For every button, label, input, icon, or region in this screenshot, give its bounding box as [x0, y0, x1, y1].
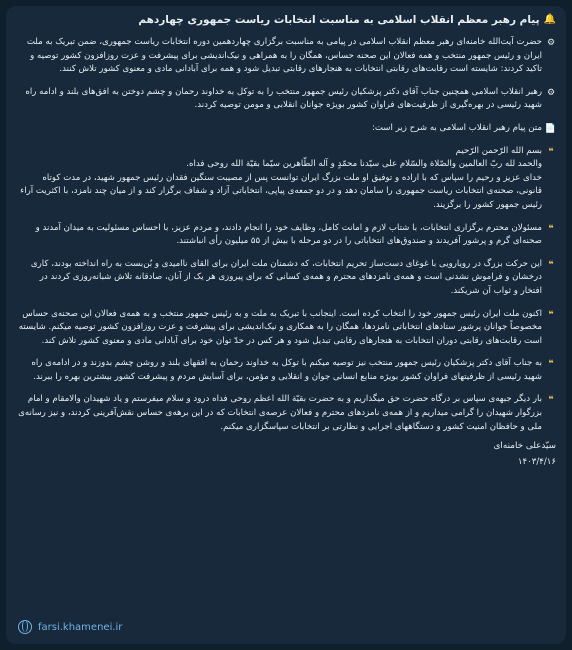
- settings-icon: ⚙: [546, 87, 556, 98]
- quote-paragraph: ❝ بسم الله الرّحمن الرّحیم والحمد لله ربّ العالمین والصّلاة والسّلام علی سیّدنا محمّدٍ و آله الطّاهرین سیّما بقیّة الله روحی فداه. خدای عزیز و رحیم را سپاس که با اراده و توفیق او ملت بزرگ ایران توانست پس از مصیبت سنگین فقدان رئیس جمهور شهید، در مدت کوتاه قانونی، صحنه‌ی انتخابات ریاست جمهوری را سامان دهد و در دو جمعه‌ی پیاپی، انتخاباتی آزاد و شفاف برگزار کند و از میان چند نامزد، با اکثریت آراء رئیس جمهور کشور را برگزیند.: [16, 145, 556, 213]
- date: ۱۴۰۳/۴/۱۶: [517, 457, 556, 468]
- settings-icon: ⚙: [546, 38, 556, 48]
- quote-icon: ❝: [548, 259, 554, 270]
- quote-icon: ❝: [548, 223, 554, 234]
- paragraph: ⚙ حضرت آیت‌الله خامنه‌ای رهبر معظم انقلاب اسلامی در پیامی به مناسبت برگزاری چهاردهمین دوره انتخابات ریاست جمهوری، ضمن تبریک به ملت ایران و رئیس جمهور منتخب و همه فعالان این صحنه حساس، همگان را به همراهی و نیک‌اندیشی برای پیشرفت و عزت روزافزون کشور توصیه و تاکید کردند: شایسته است رقابت‌های رقابتی انتخابات به هنجارهای رقابتی تبدیل شود و همه برای آبادانی مادی و معنوی کشور تلاش کنند.: [26, 37, 556, 75]
- quote-paragraph: ❝ بار دیگر جبهه‌ی سپاس بر درگاه حضرت حق میگذاریم و به حضرت بقیّة الله اعظم روحی فداه درود و سلام میفرستم و یاد شهیدان والامقام و امام بزرگوار شهیدان را گرامی میداریم و از همه‌ی نامزدهای محترم و فعالان عرصه‌ی انتخابات که در این برهه‌ی حساس نقش‌آفرینی کردند، و نیز رسانه‌ی ملی و حافظان امنیت کشور و دستگاههای اجرایی و نظارتی بر انتخابات سپاسگزاری میکنم.: [16, 393, 556, 434]
- footer-link-text[interactable]: farsi.khamenei.ir: [38, 621, 123, 633]
- quote-paragraph: ❝ مسئولان محترم برگزاری انتخابات، با شتاب لازم و امانت کامل، وظایف خود را انجام دادند، و مردم عزیز، با احساس مسئولیت به میدان آمدند و صحنه‌ای گرم و پرشور آفریدند و صندوق‌های انتخاباتی را در دو مرحله با بیش از ۵۵ میلیون رأی انباشتند.: [16, 222, 556, 249]
- post-title-text: پیام رهبر معظم انقلاب اسلامی به مناسبت انتخابات ریاست جمهوری چهاردهم: [138, 14, 540, 26]
- quote-paragraph: ❝ این حرکت بزرگ در رویارویی با غوغای دست‌ساز تحریم انتخابات، که دشمنان ملت ایران برای القای ناامیدی و بُن‌بست به راه انداخته بودند، کاری درخشان و فراموش نشدنی است و همه‌ی نامزدهای محترم و همه‌ی کسانی که برای پیروزی هر یک از آنان، صادقانه تلاش شبانه‌روزی کردند در افتخار و ثواب آن شریکند.: [16, 258, 556, 299]
- footer-link[interactable]: [6, 620, 566, 634]
- quote-icon: ❝: [548, 395, 554, 406]
- signature: سیّدعلی خامنه‌ای: [493, 441, 556, 452]
- paragraph: 📄 متن پیام رهبر انقلاب اسلامی به شرح زیر است:: [371, 122, 556, 134]
- globe-icon: [18, 620, 32, 634]
- document-icon: 📄: [544, 123, 556, 134]
- quote-icon: ❝: [548, 309, 554, 320]
- quote-icon: ❝: [548, 359, 554, 370]
- message-content: [6, 6, 566, 467]
- message-card: [6, 6, 566, 644]
- post-title: [16, 12, 556, 28]
- bell-icon: 🔔: [543, 14, 556, 25]
- quote-paragraph: ❝ به جناب آقای دکتر پزشکیان رئیس جمهور منتخب نیز توصیه میکنم با توکل به خداوند رحمان به افقهای بلند و روشن چشم بدوزند و در ادامه‌ی راه شهید رئیسی از ظرفیتهای فراوان کشور بویژه منابع انسانی جوان و انقلابی و مؤمن، برای آسایش مردم و پیشرفت کشور بیشترین بهره را ببرند.: [16, 357, 556, 384]
- quote-icon: ❝: [548, 146, 554, 157]
- paragraph: ⚙ رهبر انقلاب اسلامی همچنین جناب آقای دکتر پزشکیان رئیس جمهور منتخب را به توکل به خداوند رحمان و چشم دوختن به افق‌های بلند و ادامه راه شهید رئیسی در بهره‌گیری از ظرفیت‌های فراوان کشور بویژه جوانان انقلابی و مومن توصیه کردند.: [25, 86, 556, 111]
- quote-paragraph: ❝ اکنون ملت ایران رئیس جمهور خود را انتخاب کرده است. اینجانب با تبریک به ملت و به رئیس جمهور منتخب و به همه‌ی فعالان این صحنه‌ی حساس مخصوصاً جوانان پرشور ستادهای انتخاباتی نامزدها، همگان را به همکاری و نیک‌اندیشی برای پیشرفت و عزت روزافزون کشور توصیه میکنم. شایسته است رقابت‌های رقابتی دوران انتخابات به هنجارهای رقابتی تبدیل شود و هر کس در حدّ توان خود برای آبادانی مادی و معنوی کشور تلاش کند.: [16, 308, 556, 349]
